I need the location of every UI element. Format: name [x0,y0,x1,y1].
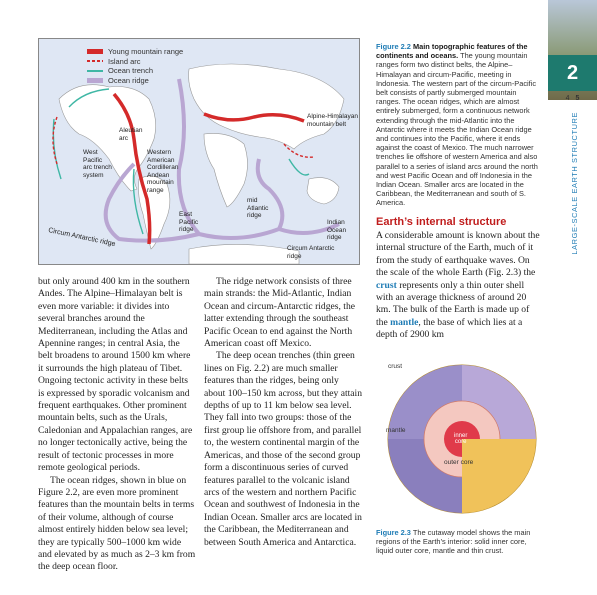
paragraph: The deep ocean trenches (thin green lines on Fig. 2.2) are much smaller features than the ridges, being only about 100–150 km across, but they attain depths of up to 11 km below sea level. They fall into two groups: those of the first group lie offshore from, and parallel to, the western continental margin of the Americas, and those of the second group form a discontinuous series of curved features parallel to the volcanic island arcs of the western and northern Pacific Ocean and southwest of Indonesia in the Indian Ocean. Smaller arcs are located in the Caribbean, the Mediterranean and between South America and Antarctica. [204,350,363,548]
legend-swatch-island-arc [87,60,103,62]
keyword-mantle: mantle [390,316,419,328]
label-indian-ocean: Indian Ocean ridge [327,219,347,241]
keyword-crust: crust [376,279,397,291]
legend-label: Island arc [108,56,141,66]
label-west-pacific: West Pacific arc trench system [83,149,112,179]
label-aleutian-arc: Aleutian arc [119,127,143,142]
figure-2-2-caption [376,42,538,208]
legend-label: Ocean trench [108,66,154,75]
paragraph: The ridge network consists of three main strands: the Mid-Atlantic, Indian Ocean and circum-Antarctic ridges, the latter extending through the southeast Pacific Ocean to end against the North American coast off Mexico. [204,276,356,350]
body-column-2 [204,276,362,549]
text-before-mantle: represents only a thin outer shell with an average thickness of around 20 km. The bulk of the Earth is made up of the [376,279,530,328]
figure-body: The young mountain ranges form two distinct belts, the Alpine–Himalayan and circum-Pacific, meeting in Indonesia. The western part of the circum-Pacific belt consists of partly submerged mountain ranges. The ocean ridges, which are almost entirely submerged, form a continuous network extending through the mid-Atlantic into the Antarctic where it meets the Indian Ocean ridge and continues into the Pacific, where it ends against the coast of Mexico. The much narrower trenches lie offshore of western America and also parallel to a series of island arcs around the north and west Pacific Ocean and off Indonesia in the Indian Ocean. Smaller arcs are located in the Caribbean, the Mediterranean and south of S. America. [376,51,538,208]
section-heading: Earth’s internal structure [376,216,507,228]
page-numbers [548,95,597,102]
label-circum-antarctic-left: Circum Antarctic ridge [47,227,116,249]
text-after-mantle: , the base of which lies at a depth of 2900 km [376,316,523,341]
chapter-number: 2 [548,55,597,91]
figure-2-3-caption [376,528,542,556]
chapter-title-vertical: LARGE-SCALE EARTH STRUCTURE [570,112,579,255]
figure-title: Main topographic features of the continents and oceans. [376,42,528,61]
paragraph: The ocean ridges, shown in blue on Figure 2.2, are even more prominent features than the mountain belts in terms of their volume, although of course almost entirely hidden below sea level; they are typically 500–1000 km wide and elevated by as much as 2–3 km from the deep ocean floor. [38,474,196,573]
legend-item [87,57,183,67]
figure-number: Figure 2.2 [376,42,411,51]
label-inner-core: inner core [454,433,468,445]
map-legend [87,47,183,85]
world-map-figure [38,38,360,265]
legend-label: Young mountain range [108,47,184,56]
label-circum-antarctic-bottom: Circum Antarctic ridge [287,245,335,260]
page-number-right[interactable]: 5 [575,95,580,102]
page-number-left[interactable]: 4 [565,95,570,102]
figure-body: The cutaway model shows the main regions of the Earth’s interior: solid inner core, liquid outer core, mantle and thin crust. [376,528,531,556]
text-before-crust: A considerable amount is known about the internal structure of the Earth, much of it from the study of earthquake waves. On the scale of the whole Earth (Fig. 2.3) the [376,230,540,279]
legend-item [87,76,183,86]
label-alpine-himalayan: Alpine-Himalayan mountain belt [307,113,358,128]
legend-swatch-mountain [87,49,103,54]
legend-swatch-trench [87,70,103,72]
legend-swatch-ridge [87,78,103,83]
label-mantle: mantle [386,427,406,434]
earth-cutaway-figure [380,355,545,515]
label-crust: crust [388,363,403,370]
legend-item [87,47,183,57]
body-column-1 [38,276,196,574]
paragraph: but only around 400 km in the southern Andes. The Alpine–Himalayan belt is even more variable: it divides into several branches around the Mediterranean, including the Atlas and Apennine ranges; in central Asia, the belt broadens to around 1500 km where it surrounds the high plateau of Tibet. Ongoing tectonic activity in these belts is expressed by sporadic volcanism and frequent earthquakes. Other prominent mountain belts, such as the Urals, Caledonian and Appalachian ranges, are no longer tectonically active, being the result of tectonic processes in more remote geological periods. [38,276,193,474]
label-mid-atlantic: mid Atlantic ridge [247,197,269,219]
legend-label: Ocean ridge [108,75,149,85]
figure-number: Figure 2.3 [376,528,411,537]
section-text [376,230,542,342]
label-western-american: Western American Cordilleran Andean mountain range [147,149,179,194]
legend-item [87,66,183,76]
label-outer-core: outer core [444,459,474,466]
label-east-pacific: East Pacific ridge [179,211,199,233]
